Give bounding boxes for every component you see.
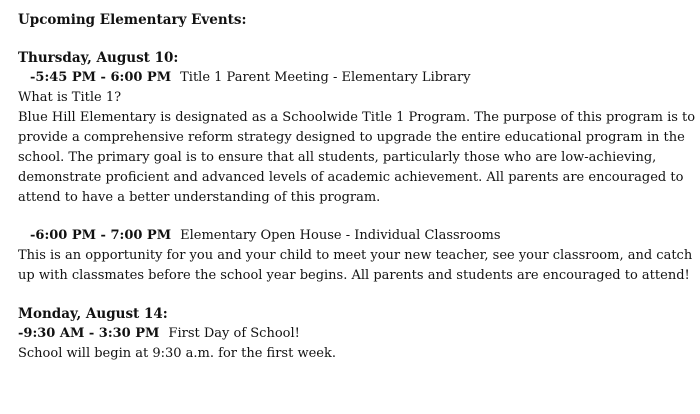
day-heading-monday: Monday, August 14: bbox=[18, 306, 168, 322]
event-name: First Day of School! bbox=[168, 326, 300, 341]
event-title-open-house bbox=[18, 226, 694, 246]
description-line: School will begin at 9:30 a.m. for the first week. bbox=[18, 346, 336, 361]
description-line: demonstrate proficient and advanced levels of academic achievement. All parents are encouraged to bbox=[18, 170, 684, 185]
event-time: -5:45 PM - 6:00 PM bbox=[30, 70, 172, 85]
description-line: Blue Hill Elementary is designated as a Schoolwide Title 1 Program. The purpose of this program is to bbox=[18, 110, 696, 125]
event-description-open-house bbox=[18, 246, 694, 286]
event-description-parent-meeting bbox=[18, 108, 694, 208]
event-title-first-day bbox=[18, 324, 694, 344]
description-line: up with classmates before the school year begins. All parents and students are encouraged to attend! bbox=[18, 268, 690, 283]
description-line: provide a comprehensive reform strategy designed to upgrade the entire educational program in the bbox=[18, 130, 685, 145]
event-time: -9:30 AM - 3:30 PM bbox=[18, 326, 160, 341]
event-title-parent-meeting bbox=[18, 68, 694, 88]
description-line: attend to have a better understanding of this program. bbox=[18, 190, 381, 205]
description-line: This is an opportunity for you and your child to meet your new teacher, see your classroom, and catch bbox=[18, 248, 693, 263]
event-time: -6:00 PM - 7:00 PM bbox=[30, 228, 172, 243]
day-heading-thursday: Thursday, August 10: bbox=[18, 50, 179, 66]
event-subheading: What is Title 1? bbox=[18, 90, 122, 105]
description-line: school. The primary goal is to ensure that all students, particularly those who are low-achieving, bbox=[18, 150, 657, 165]
page-title: Upcoming Elementary Events: bbox=[18, 12, 247, 28]
events-document bbox=[18, 10, 694, 364]
event-description-first-day bbox=[18, 344, 694, 364]
event-name: Title 1 Parent Meeting - Elementary Library bbox=[180, 70, 471, 85]
event-name: Elementary Open House - Individual Classrooms bbox=[180, 228, 501, 243]
